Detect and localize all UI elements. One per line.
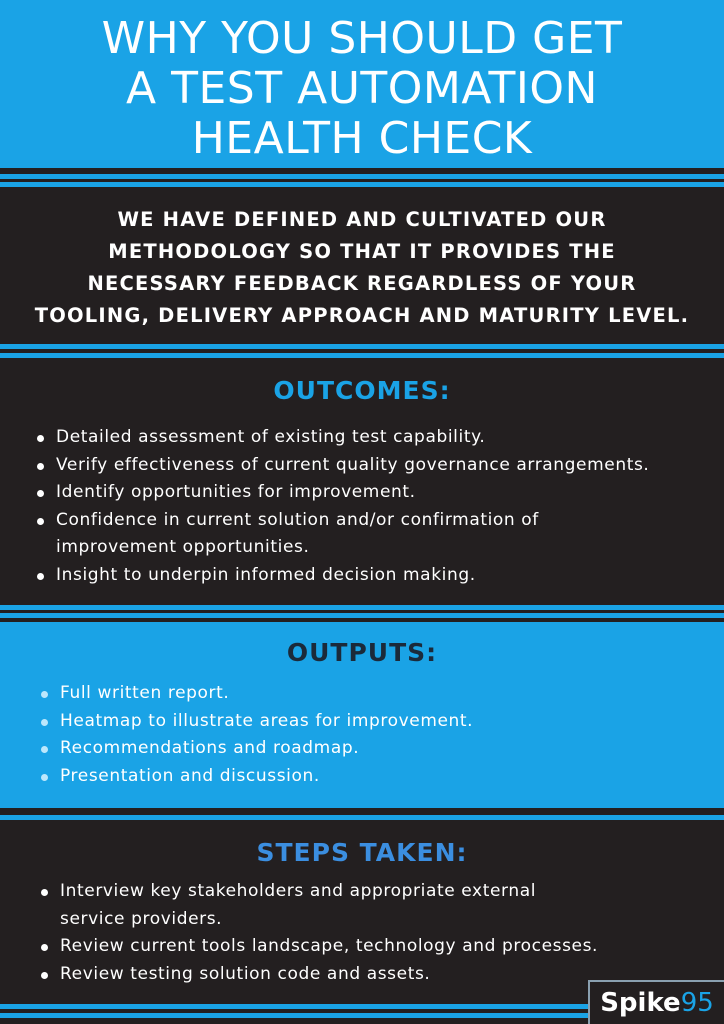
divider-stripe	[0, 353, 724, 358]
list-item: Identify opportunities for improvement.	[56, 479, 716, 507]
outcomes-section	[0, 362, 724, 608]
divider-stripe	[0, 174, 724, 179]
bullet-dot-icon	[41, 889, 48, 896]
list-item: Verify effectiveness of current quality governance arrangements.	[56, 452, 716, 480]
outcomes-list	[56, 424, 716, 589]
bullet-dot-icon	[37, 490, 44, 497]
bullet-dot-icon	[37, 435, 44, 442]
steps-heading: STEPS TAKEN:	[256, 838, 468, 867]
bullet-dot-icon	[41, 746, 48, 753]
divider-stripe	[0, 605, 724, 610]
intro-text: WE HAVE DEFINED AND CULTIVATED OUR METHODOLOGY SO THAT IT PROVIDES THE NECESSARY FEEDBACK REGARDLESS OF YOUR TOOLING, DELIVERY APPROACH AND MATURITY LEVEL.	[34, 208, 690, 327]
divider-stripe	[0, 613, 724, 618]
spike95-logo: Spike 95	[588, 980, 724, 1024]
divider-stripe	[0, 815, 724, 820]
bullet-dot-icon	[41, 719, 48, 726]
list-item: Recommendations and roadmap.	[60, 735, 473, 763]
divider-stripe	[0, 182, 724, 187]
bullet-dot-icon	[37, 463, 44, 470]
outcomes-heading: OUTCOMES:	[273, 376, 451, 405]
bullet-dot-icon	[41, 944, 48, 951]
list-item: Presentation and discussion.	[60, 763, 473, 791]
title-banner	[0, 0, 724, 168]
steps-section	[0, 826, 724, 1002]
divider-stripe	[0, 808, 724, 813]
bullet-dot-icon	[37, 518, 44, 525]
page-title: WHY YOU SHOULD GET A TEST AUTOMATION HEALTH CHECK	[101, 13, 623, 164]
list-item: Interview key stakeholders and appropriate external service providers.	[60, 878, 600, 933]
bullet-dot-icon	[41, 972, 48, 979]
list-item: Full written report.	[60, 680, 473, 708]
outputs-list	[60, 680, 473, 790]
intro-section	[0, 188, 724, 338]
steps-list	[60, 878, 680, 988]
list-item: Heatmap to illustrate areas for improvement.	[60, 708, 473, 736]
outputs-section	[0, 622, 724, 808]
list-item: Review current tools landscape, technology and processes.	[60, 933, 680, 961]
bullet-dot-icon	[37, 573, 44, 580]
list-item: Detailed assessment of existing test capability.	[56, 424, 716, 452]
bullet-dot-icon	[41, 691, 48, 698]
list-item: Review testing solution code and assets.	[60, 961, 680, 989]
list-item: Insight to underpin informed decision making.	[56, 562, 716, 590]
outputs-heading: OUTPUTS:	[286, 638, 438, 667]
bullet-dot-icon	[41, 774, 48, 781]
list-item: Confidence in current solution and/or confirmation of improvement opportunities.	[56, 507, 616, 562]
divider-stripe	[0, 344, 724, 349]
